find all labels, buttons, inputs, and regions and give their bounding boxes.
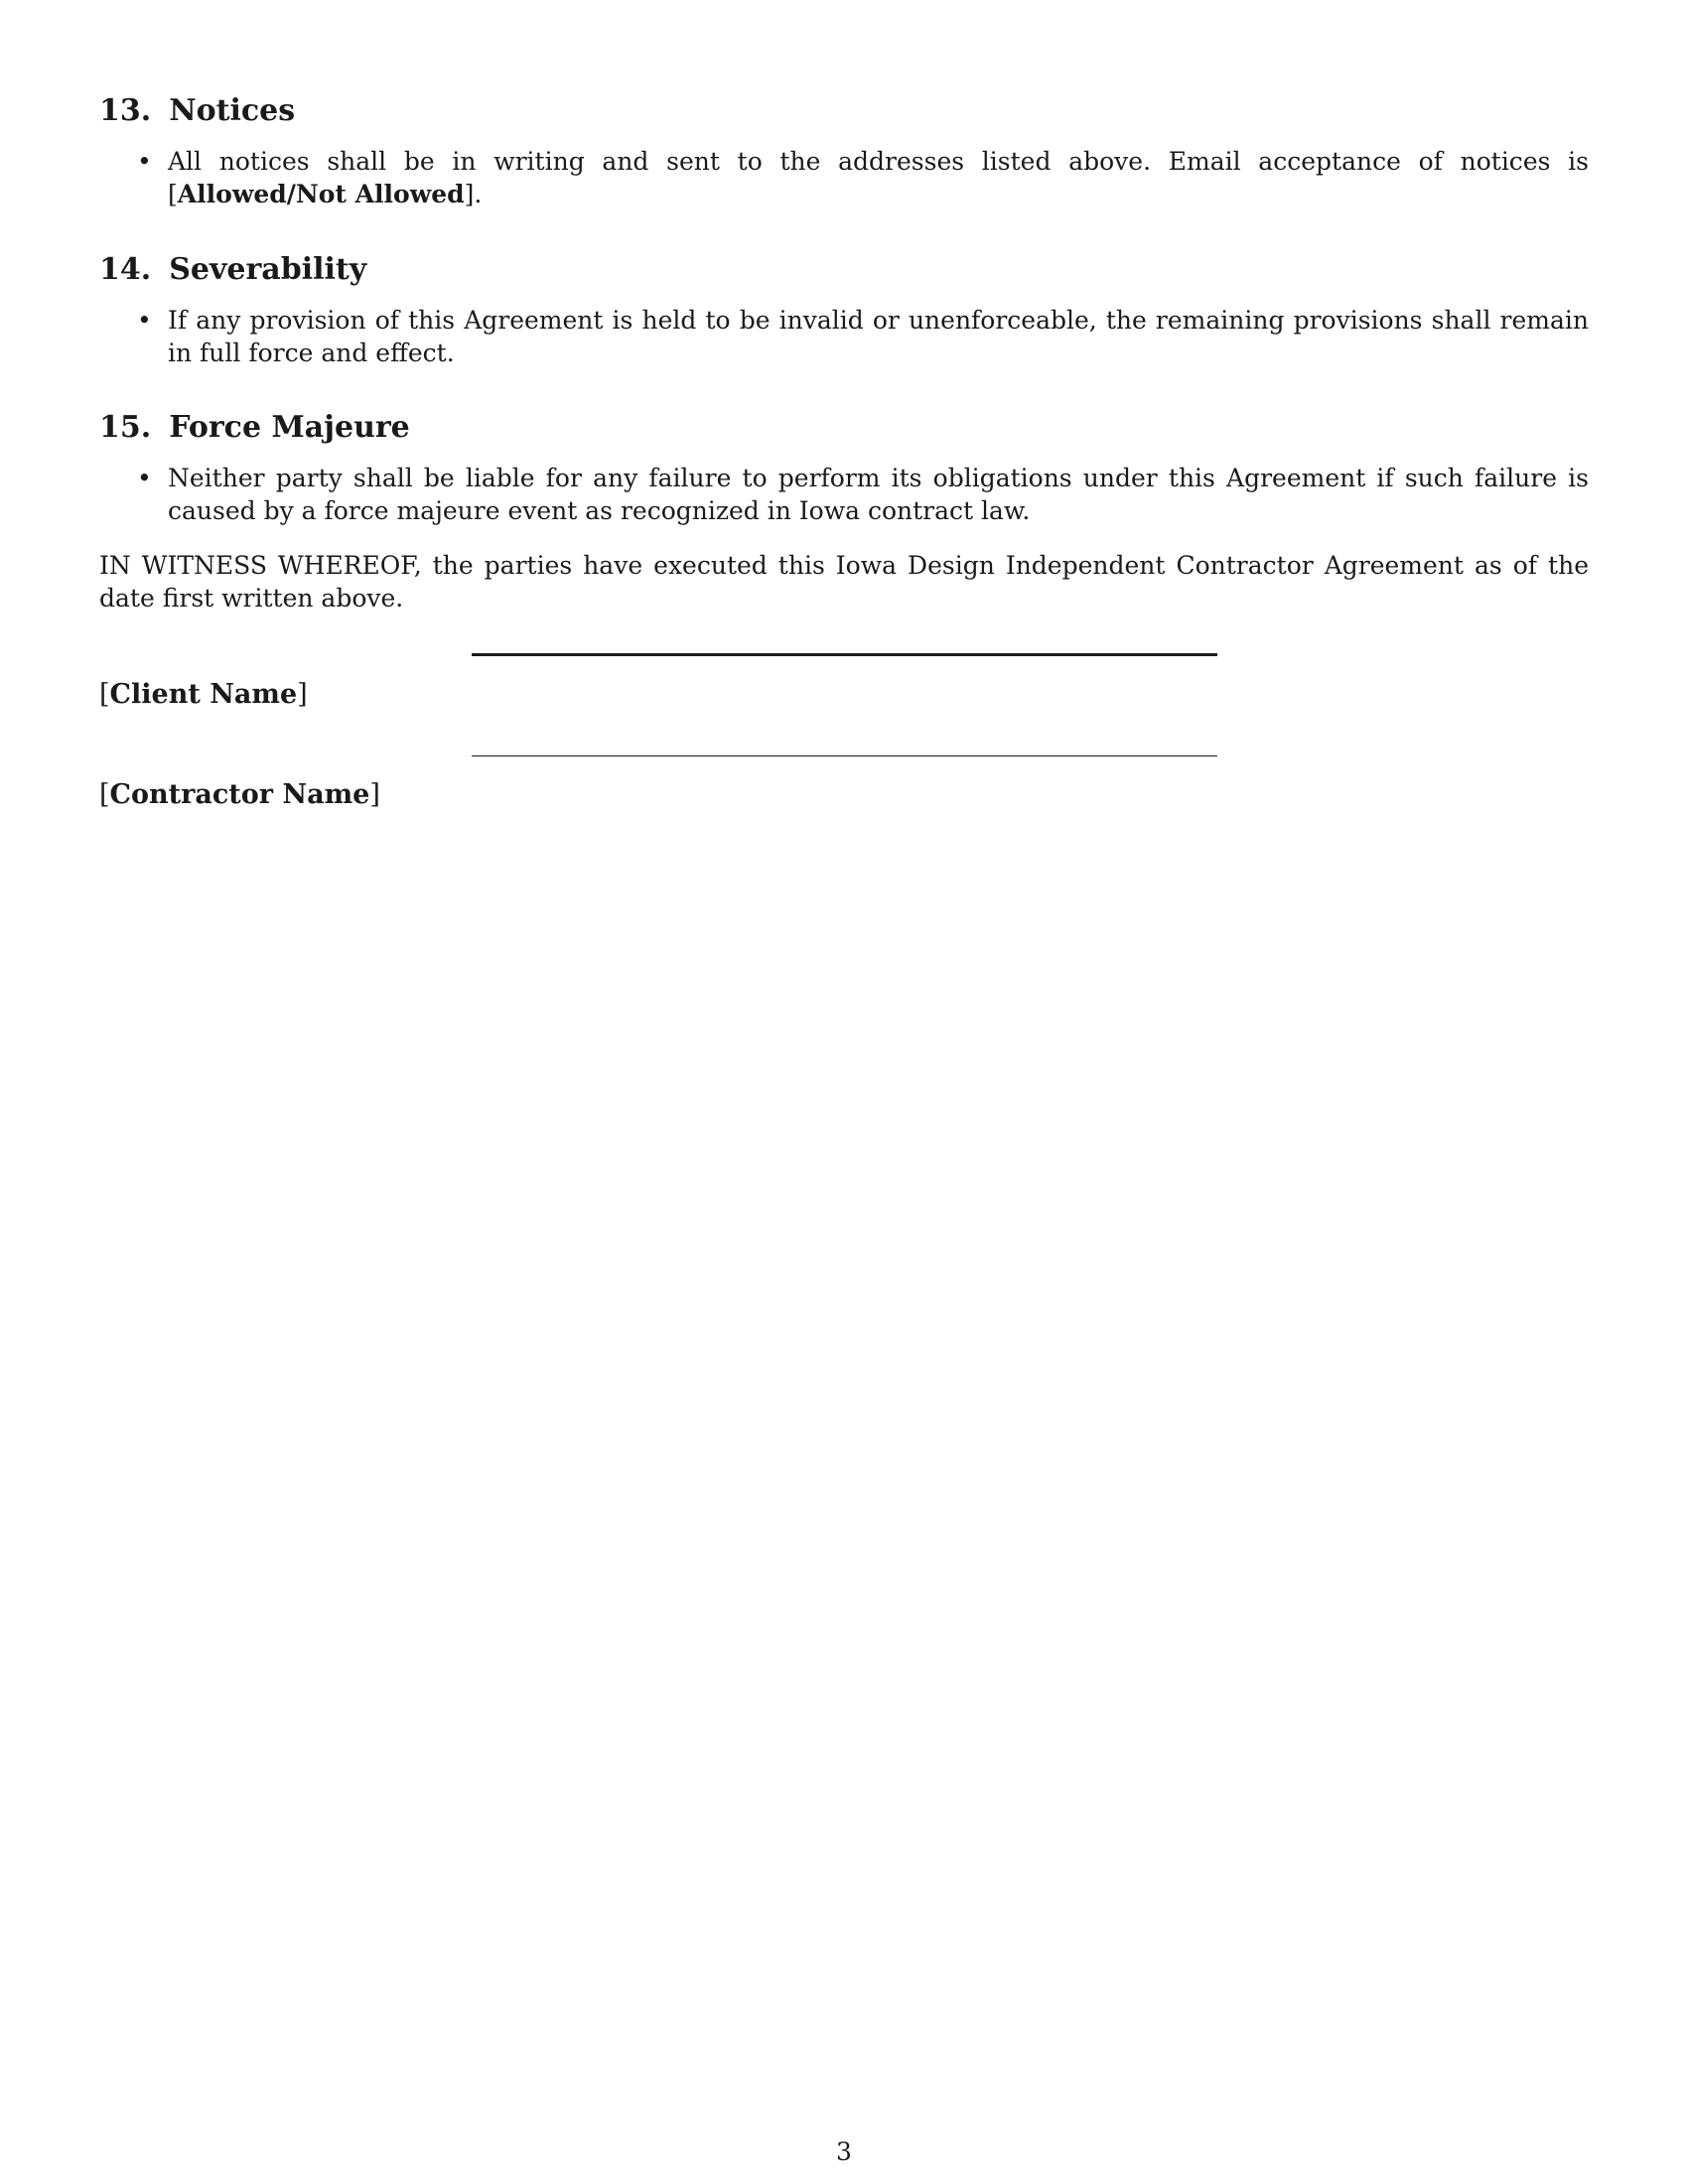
client-signature-line (472, 653, 1217, 656)
clause-list (99, 145, 1589, 210)
section-title: Severability (169, 252, 367, 287)
clause-text: Neither party shall be liable for any failure to perform its obligations under this Agreement if such failure is caused by a force majeure event as recognized in Iowa contract law. (168, 464, 1589, 525)
list-item (99, 462, 1589, 527)
list-item (99, 304, 1589, 369)
bullet-icon: • (137, 464, 152, 492)
witness-statement: IN WITNESS WHEREOF, the parties have executed this Iowa Design Independent Contractor Agreement as of the date first written above. (99, 551, 1589, 613)
page-number: 3 (836, 2137, 852, 2166)
document-page (99, 0, 1589, 2184)
section-severability (99, 252, 1589, 369)
contractor-name: Contractor Name (109, 779, 370, 810)
clause-text: All notices shall be in writing and sent to the addresses listed above. Email acceptance of notices is [ (168, 147, 1589, 208)
section-force-majeure (99, 410, 1589, 527)
section-heading (99, 252, 1589, 288)
bullet-icon: • (137, 147, 152, 176)
section-number: 13. (99, 93, 152, 128)
client-name: Client Name (109, 679, 298, 710)
contractor-signature-line (472, 755, 1217, 756)
section-title: Force Majeure (169, 410, 410, 445)
bracket-close: ] (297, 679, 308, 710)
section-number: 14. (99, 252, 152, 287)
section-title: Notices (169, 93, 296, 128)
section-heading (99, 93, 1589, 129)
clause-list (99, 304, 1589, 369)
clause-text-end: ]. (464, 180, 483, 208)
bracket-close: ] (369, 779, 380, 810)
client-name-label (99, 678, 308, 711)
bracket-open: [ (99, 779, 110, 810)
section-number: 15. (99, 410, 152, 445)
section-heading (99, 410, 1589, 446)
clause-list (99, 462, 1589, 527)
clause-text: If any provision of this Agreement is held to be invalid or unenforceable, the remaining provisions shall remain in full force and effect. (168, 306, 1589, 367)
contractor-name-label (99, 778, 380, 811)
bracket-open: [ (99, 679, 110, 710)
list-item (99, 145, 1589, 210)
email-acceptance-option: Allowed/Not Allowed (177, 180, 465, 208)
section-notices (99, 93, 1589, 210)
bullet-icon: • (137, 306, 152, 335)
